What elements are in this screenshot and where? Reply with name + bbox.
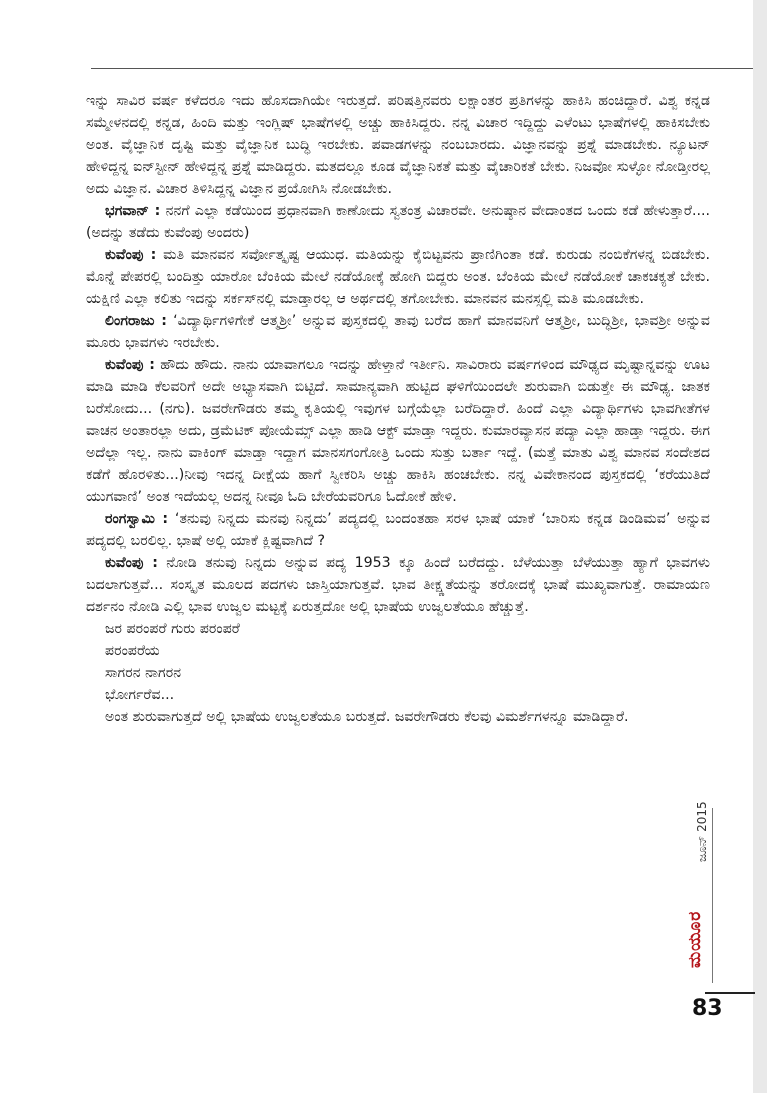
speaker-label: ಲಿಂಗರಾಜು : bbox=[105, 313, 167, 329]
page-edge bbox=[753, 0, 767, 1093]
paragraph-text: ಹೌದು ಹೌದು. ನಾನು ಯಾವಾಗಲೂ ಇದನ್ನು ಹೇಳ್ತಾನೆ ಇರ್ತೀನಿ. ಸಾವಿರಾರು ವರ್ಷಗಳಿಂದ ಮೌಢ್ಯದ ಮೃಷ್ಟಾನ್ನವನ್ನು ಊಟ ಮಾಡಿ ಮಾಡಿ ಕೆಲವರಿಗೆ ಅದೇ ಅಭ್ಯಾಸವಾಗಿ ಬಿಟ್ಟಿದೆ. ಸಾಮಾನ್ಯವಾಗಿ ಹುಟ್ಟಿದ ಘಳಿಗೆಯಿಂದಲೇ ಶುರುವಾಗಿ ಬಿಡುತ್ತೇ ಈ ಮೌಢ್ಯ. ಜಾತಕ ಬರೆಸೋದು... (ನಗು). ಜವರೇಗೌಡರು ತಮ್ಮ ಕೃತಿಯಲ್ಲಿ ಇವುಗಳ ಬಗ್ಗೆಯೆಲ್ಲಾ ಬರೆದಿದ್ದಾರೆ. ಹಿಂದೆ ಎಲ್ಲಾ ವಿದ್ಯಾರ್ಥಿಗಳು ಭಾವಗೀತೆಗಳ ವಾಚನ ಅಂತಾರಲ್ಲಾ ಅದು, ಡ್ರಮೆಟಿಕ್ ಪೋಯೆಮ್ಸ್ ಎಲ್ಲಾ ಹಾಡಿ ಆಕ್ಟ್ ಮಾಡ್ತಾ ಇದ್ದರು. ಕುಮಾರವ್ಯಾಸನ ಪದ್ಯಾ ಎಲ್ಲಾ ಹಾಡ್ತಾ ಇದ್ದರು. ಈಗ ಅದೆಲ್ಲಾ ಇಲ್ಲ. ನಾನು ವಾಕಿಂಗ್ ಮಾಡ್ತಾ ಇದ್ದಾಗ ಮಾನಸಗಂಗೋತ್ರಿ ಒಂದು ಸುತ್ತು ಬರ್ತಾ ಇದ್ದೆ. (ಮತ್ತೆ ಮಾತು ವಿಶ್ವ ಮಾನವ ಸಂದೇಶದ ಕಡೆಗೆ ಹೊರಳಿತು...)ನೀವು ಇದನ್ನ ದೀಕ್ಷೆಯ ಹಾಗೆ ಸ್ವೀಕರಿಸಿ ಅಚ್ಚು ಹಾಕಿಸಿ ಹಂಚಬೇಕು. ನನ್ನ ವಿವೇಕಾನಂದ ಪುಸ್ತಕದಲ್ಲಿ ‘ಕರೆಯುತಿದೆ ಯುಗವಾಣಿ’ ಅಂತ ಇದೆಯಲ್ಲ ಅದನ್ನ ನೀವೂ ಓದಿ ಬೇರೆಯವರಿಗೂ ಓದೋಕೆ ಹೇಳಿ. bbox=[86, 357, 710, 505]
verse-line: ಪರಂಪರೆಯ bbox=[105, 643, 160, 659]
paragraph-closing: ಅಂತ ಶುರುವಾಗುತ್ತದೆ ಅಲ್ಲಿ ಭಾಷೆಯ ಉಜ್ವಲತೆಯೂ ಬರುತ್ತದೆ. ಜವರೇಗೌಡರು ಕೆಲವು ವಿಮರ್ಶೆಗಳನ್ನೂ ಮಾಡಿದ್ದಾರೆ. bbox=[105, 709, 629, 725]
top-rule bbox=[91, 68, 767, 69]
speaker-label: ಕುವೆಂಪು : bbox=[105, 555, 158, 571]
page-number: 83 bbox=[692, 996, 723, 1021]
paragraph-text: ‘ತನುವು ನಿನ್ನದು ಮನವು ನಿನ್ನದು’ ಪದ್ಯದಲ್ಲಿ ಬಂದಂತಹಾ ಸರಳ ಭಾಷೆ ಯಾಕೆ ‘ಬಾರಿಸು ಕನ್ನಡ ಡಿಂಡಿಮವ’ ಅನ್ನುವ ಪದ್ಯದಲ್ಲಿ ಬರಲಿಲ್ಲ. ಭಾಷೆ ಅಲ್ಲಿ ಯಾಕೆ ಕ್ಲಿಷ್ಟವಾಗಿದೆ ? bbox=[86, 511, 710, 549]
speaker-label: ರಂಗಸ್ವಾಮಿ : bbox=[105, 511, 169, 527]
paragraph-kuvempu-1 bbox=[86, 244, 710, 310]
magazine-logo: ಮಯೂರ bbox=[685, 910, 705, 968]
article-body bbox=[86, 90, 710, 728]
sidebar-divider bbox=[712, 808, 713, 983]
issue-date: ಜೂನ್ 2015 bbox=[695, 801, 709, 862]
speaker-label: ಕುವೆಂಪು : bbox=[105, 247, 157, 263]
paragraph-lingaraju bbox=[86, 310, 710, 354]
paragraph-text: ನನಗೆ ಎಲ್ಲಾ ಕಡೆಯಿಂದ ಪ್ರಧಾನವಾಗಿ ಕಾಣೋದು ಸ್ವತಂತ್ರ ವಿಚಾರವೇ. ಅನುಷ್ಠಾನ ವೇದಾಂತದ ಒಂದು ಕಡೆ ಹೇಳುತ್ತಾರೆ.... (ಅದನ್ನು ತಡೆದು ಕುವೆಂಪು ಅಂದರು) bbox=[86, 203, 710, 241]
verse-line: ಭೋರ್ಗರೆವ... bbox=[105, 687, 175, 703]
paragraph-text: ಮತಿ ಮಾನವನ ಸರ್ವೋತ್ಕೃಷ್ಟ ಆಯುಧ. ಮತಿಯನ್ನು ಕೈಬಿಟ್ಟವನು ಪ್ರಾಣಿಗಿಂತಾ ಕಡೆ. ಕುರುಡು ನಂಬಿಕೆಗಳನ್ನ ಬಿಡಬೇಕು. ಮೊನ್ನೆ ಪೇಪರಲ್ಲಿ ಬಂದಿತ್ತು ಯಾರೋ ಬೆಂಕಿಯ ಮೇಲೆ ನಡೆಯೋಕ್ಕೆ ಹೋಗಿ ಬಿದ್ದರು ಅಂತ. ಬೆಂಕಿಯ ಮೇಲೆ ನಡೆಯೋಕೆ ಚಾಕಚಕ್ಯತೆ ಬೇಕು. ಯಕ್ಷಿಣಿ ಎಲ್ಲಾ ಕಲಿತು ಇದನ್ನು ಸರ್ಕಸ್‌ನಲ್ಲಿ ಮಾಡ್ತಾರಲ್ಲ ಆ ಅರ್ಥದಲ್ಲಿ ತಗೋಬೇಕು. ಮಾನವನ ಮನಸ್ಸಲ್ಲಿ ಮತಿ ಮೂಡಬೇಕು. bbox=[86, 247, 710, 307]
speaker-label: ಕುವೆಂಪು : bbox=[105, 357, 155, 373]
paragraph-kuvempu-3 bbox=[86, 552, 710, 618]
paragraph-text: ‘ವಿದ್ಯಾರ್ಥಿಗಳಿಗೇಕೆ ಆತ್ಮಶ್ರೀ’ ಅನ್ನುವ ಪುಸ್ತಕದಲ್ಲಿ ತಾವು ಬರೆದ ಹಾಗೆ ಮಾನವನಿಗೆ ಆತ್ಮಶ್ರೀ, ಬುದ್ಧಿಶ್ರೀ, ಭಾವಶ್ರೀ ಅನ್ನುವ ಮೂರು ಭಾವಗಳು ಇರಬೇಕು. bbox=[86, 313, 711, 351]
paragraph-kuvempu-2 bbox=[86, 354, 710, 508]
paragraph-intro: ಇನ್ನು ಸಾವಿರ ವರ್ಷ ಕಳೆದರೂ ಇದು ಹೊಸದಾಗಿಯೇ ಇರುತ್ತದೆ. ಪರಿಷತ್ತಿನವರು ಲಕ್ಷಾಂತರ ಪ್ರತಿಗಳನ್ನು ಹಾಕಿಸಿ ಹಂಚಿದ್ದಾರೆ. ವಿಶ್ವ ಕನ್ನಡ ಸಮ್ಮೇಳನದಲ್ಲಿ ಕನ್ನಡ, ಹಿಂದಿ ಮತ್ತು ಇಂಗ್ಲಿಷ್ ಭಾಷೆಗಳಲ್ಲಿ ಅಚ್ಚು ಹಾಕಿಸಿದ್ದರು. ನನ್ನ ವಿಚಾರ ಇದ್ದಿದ್ದು ಎಳೆಂಟು ಭಾಷೆಗಳಲ್ಲಿ ಹಾಕಿಸಬೇಕು ಅಂತ. ವೈಜ್ಞಾನಿಕ ದೃಷ್ಟಿ ಮತ್ತು ವೈಜ್ಞಾನಿಕ ಬುದ್ಧಿ ಇರಬೇಕು. ಪವಾಡಗಳನ್ನು ನಂಬಬಾರದು. ವಿಜ್ಞಾನವನ್ನು ಪ್ರಶ್ನೆ ಮಾಡಬೇಕು. ನ್ಯೂಟನ್ ಹೇಳಿದ್ದನ್ನ ಐನ್‌ಸ್ಟೀನ್ ಹೇಳಿದ್ದನ್ನ ಪ್ರಶ್ನೆ ಮಾಡಿದ್ದರು. ಮತದಲ್ಲೂ ಕೂಡ ವೈಜ್ಞಾನಿಕತೆ ಮತ್ತು ವೈಚಾರಿಕತೆ ಬೇಕು. ನಿಜವೋ ಸುಳ್ಳೋ ನೋಡ್ತೀರಲ್ಲ ಅದು ವಿಜ್ಞಾನ. ವಿಚಾರ ತಿಳಿಸಿದ್ದನ್ನ ವಿಜ್ಞಾನ ಪ್ರಯೋಗಿಸಿ ನೋಡಬೇಕು. bbox=[86, 93, 710, 197]
paragraph-text: ನೋಡಿ ತನುವು ನಿನ್ನದು ಅನ್ನುವ ಪದ್ಯ 1953 ಕ್ಕೂ ಹಿಂದೆ ಬರೆದದ್ದು. ಬೆಳೆಯುತ್ತಾ ಬೆಳೆಯುತ್ತಾ ಹ್ಯಾಗೆ ಭಾವಗಳು ಬದಲಾಗುತ್ತವೆ... ಸಂಸ್ಕೃತ ಮೂಲದ ಪದಗಳು ಜಾಸ್ತಿಯಾಗುತ್ತವೆ. ಭಾವ ತೀಕ್ಷ್ಣತೆಯನ್ನು ತರೋದಕ್ಕೆ ಭಾಷೆ ಮುಖ್ಯವಾಗುತ್ತೆ. ರಾಮಾಯಣ ದರ್ಶನಂ ನೋಡಿ ಎಲ್ಲಿ ಭಾವ ಉಜ್ವಲ ಮಟ್ಟಕ್ಕೆ ಏರುತ್ತದೋ ಅಲ್ಲಿ ಭಾಷೆಯ ಉಜ್ವಲತೆಯೂ ಹೆಚ್ಚುತ್ತೆ. bbox=[86, 555, 710, 615]
speaker-label: ಭಗವಾನ್ : bbox=[105, 203, 161, 219]
verse-line: ಜರ ಪರಂಪರೆ ಗುರು ಪರಂಪರೆ bbox=[105, 621, 240, 637]
verse-line: ಸಾಗರನ ನಾಗರನ bbox=[105, 665, 182, 681]
paragraph-rangaswamy bbox=[86, 508, 710, 552]
paragraph-bhagavan bbox=[86, 200, 710, 244]
page-number-rule bbox=[705, 992, 755, 994]
